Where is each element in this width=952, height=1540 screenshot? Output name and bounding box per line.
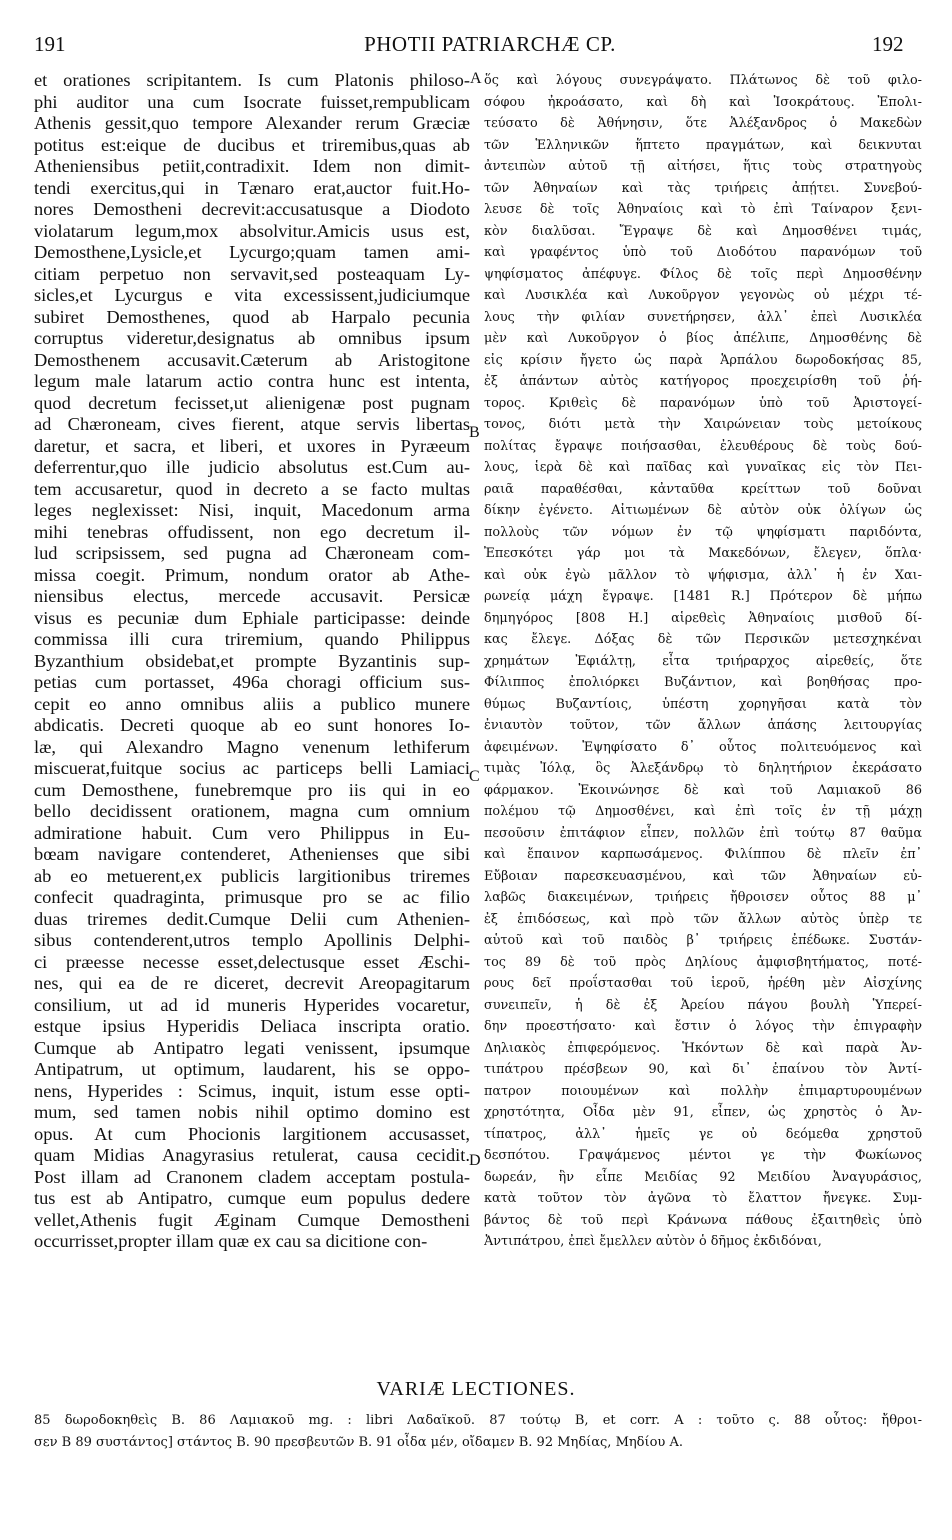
margin-marker-c: C (469, 768, 480, 785)
apparatus-title: VARIÆ LECTIONES. (376, 1378, 576, 1400)
greek-text-line: δεσπότου. Γραψάμενος μέντοι γε τὴν Φωκίωνος (484, 1148, 922, 1163)
greek-text-line: Εὔβοιαν παρεσκευασμένου, καὶ τῶν Ἀθηναίων εὐ- (484, 868, 922, 884)
greek-text-line: ἀντειπὼν αὐτοῦ τῇ αἰτήσει, ἥτις τοὺς στρατηγοὺς (484, 159, 922, 174)
latin-text-line: missa coegit. Primum, nondum orator ab Athe- (34, 564, 470, 585)
latin-text-line: Antipatrum, ut optimum, laudarent, his se oppo- (34, 1059, 470, 1079)
latin-text-line: nens, Hyperides : Scimus, inquit, istum esse opti- (34, 1080, 470, 1101)
latin-text-line: Post illam ad Cranonem cladem acceptam postula- (34, 1166, 470, 1187)
left-page-number: 191 (34, 32, 66, 56)
latin-text-line: quam Midias Anagyrasius retulerat, causa cecidit. (34, 1145, 470, 1165)
greek-text-line: θύμως Βυζαντίοις, ὑπέστη χορηγῆσαι κατὰ τὸν (484, 696, 922, 712)
greek-text-line: συνειπεῖν, ἡ δὲ ἐξ Ἀρείου πάγου βουλὴ Ὑπερεί- (484, 997, 922, 1013)
latin-text-line: vellet,Athenis fugit Æginam Cumque Demostheni (34, 1209, 470, 1230)
latin-text-line: consilium, ut ad id muneris Hyperides vocaretur, (34, 994, 470, 1015)
margin-marker-d: D (469, 1152, 481, 1169)
greek-text-line: ἐξ ἁπάντων αὐτὸς κατήγορος προεχειρίσθη τοῦ ῥή- (484, 374, 922, 389)
greek-text-line: τίπατρος, ἀλλ᾽ ἡμεῖς γε οὐ δεόμεθα χρηστοῦ (484, 1126, 922, 1142)
greek-text-line: ἐνιαυτὸν τοῦτον, τῶν ἄλλων ἁπάσης λειτουργίας (484, 718, 922, 733)
greek-text-line: τιπάτρου πρέσβεων 90, καὶ δι᾽ ἐπαίνου τὸν Ἀντί- (484, 1062, 922, 1077)
latin-text-line: opus. At cum Phocionis largitionem accusasset, (34, 1123, 470, 1144)
greek-text-line: χρηστότητα, Οἶδα μὲν 91, εἶπεν, ὡς χρηστὸς ὁ Ἀν- (484, 1105, 922, 1120)
greek-text-line: κὸν διαλῦσαι. Ἔγραψε δὲ καὶ Δημοσθένει τιμάς, (484, 223, 922, 239)
greek-text-line: λαβῶς διακειμένων, τριήρεις ἤθροισεν οὗτος 88 μ᾽ (484, 890, 922, 905)
latin-text-line: cum Demosthene, funebremque pro iis qui in eo (34, 779, 470, 800)
greek-text-line: ρωνείᾳ μάχη ἔγραψε. [1481 R.] Πρότερον δὲ μήπω (484, 589, 922, 604)
latin-text-line: occurrisset,propter illam quæ ex cau sa dicitione con- (34, 1231, 428, 1251)
margin-marker-a: A (470, 70, 482, 87)
apparatus-line: 85 δωροδοκηθεὶς B. 86 Λαμιακοῦ mg. : libri Λαδαϊκοῦ. 87 τούτῳ B, et corr. A : τοῦτο ς. 88 οὗτος: ἤθροι- (34, 1413, 922, 1428)
latin-text-line: tendi exercitus,qui in Tænaro erat,auctor fuit.Ho- (34, 177, 470, 198)
latin-text-line: cepit eo anno omnibus aliis a publico munere (34, 693, 470, 714)
latin-text-line: sicles,et Lycurgus e vita excessissent,judiciumque (34, 285, 470, 305)
latin-text-line: bello decidissent orationem, magna cum omnium (34, 801, 470, 821)
greek-text-line: βάντος δὲ τοῦ περὶ Κράνωνα πάθους ἐξαιτηθεὶς ὑπὸ (484, 1212, 922, 1228)
greek-text-line: λους τὴν φιλίαν συνετήρησεν, ἀλλ᾽ ἐπεὶ Λυσικλέα (484, 309, 922, 325)
greek-text-line: ὅς καὶ λόγους συνεγράψατο. Πλάτωνος δὲ τοῦ φιλο- (484, 73, 922, 88)
greek-text-line: κας ἔλεγε. Δόξας δὲ τῶν Περσικῶν μετεσχηκέναι (484, 632, 922, 647)
greek-column (484, 70, 922, 1253)
latin-text-line: corruptus videretur,designatus ab omnibus ipsum (34, 328, 470, 348)
greek-text-line: δημηγόρος [808 H.] αἱρεθεὶς Ἀθηναίοις μισθοῦ δί- (484, 610, 922, 626)
latin-text-line: commissa illi cura triremium, quando Philippus (34, 629, 470, 649)
latin-text-line: leges neglexisset: Nisi, inquit, Macedonum arma (34, 500, 470, 520)
latin-text-line: Byzanthium obsidebat,et prompte Byzantinis sup- (34, 650, 470, 671)
greek-text-line: κατὰ τοῦτον τὸν ἀγῶνα τὸ ἔλαττον ἤνεγκε. Συμ- (484, 1191, 922, 1206)
latin-text-line: citiam perpetuo non servavit,sed posteaquam Ly- (34, 263, 470, 284)
latin-text-line: visus es pecuniæ dum Ephiale participasse: deinde (34, 607, 470, 628)
latin-text-line: mum, sed tamen nobis nihil optimo domino est (34, 1102, 470, 1122)
latin-text-line: petias cum portasset, 496a choragi officium sus- (34, 672, 470, 692)
latin-text-line: sibus contenderent,utros templo Apollinis Delphi- (34, 930, 470, 950)
latin-text-line: daretur, et sacra, et liberi, et uxores in Pyræeum (34, 435, 470, 456)
latin-text-line: admiratione habuit. Cum vero Philippus in Eu- (34, 822, 470, 843)
greek-text-line: μὲν καὶ Λυκοῦργον ὁ βίος ἀπέλιπε, Δημοσθένης δὲ (484, 331, 922, 346)
greek-text-line: τεύσατο δὲ Ἀθήνησιν, ὅτε Ἀλέξανδρος ὁ Μακεδὼν (484, 116, 922, 131)
greek-text-line: τονος, διότι μετὰ τὴν Χαιρώνειαν τοὺς μετοίκους (484, 417, 922, 432)
latin-text-line: legum male latarum actio contra hunc est intenta, (34, 371, 470, 391)
margin-marker-b: B (469, 424, 480, 441)
latin-text-line: ad Chæroneam, cives fierent, atque servis libertas (34, 414, 470, 434)
running-title: PHOTII PATRIARCHÆ CP. (364, 32, 616, 56)
greek-text-line: τος 89 δὲ τοῦ πρὸς Δηλίους ἀμφισβητήματος, ποτέ- (484, 954, 922, 970)
latin-column (34, 70, 470, 1253)
greek-text-line: Ἀντιπάτρου, ἐπεὶ ἔμελλεν αὐτὸν ὁ δῆμος ἐκδιδόναι, (484, 1234, 822, 1249)
latin-text-line: et orationes scripitantem. Is cum Platonis philoso- (34, 70, 470, 90)
greek-text-line: Φίλιππος ἐπολιόρκει Βυζάντιον, καὶ βοηθήσας προ- (484, 675, 922, 690)
right-page-number: 192 (872, 32, 904, 56)
latin-text-line: tem accusaretur, quod in decreto a se facto multas (34, 478, 470, 499)
apparatus-line: σεν B 89 συστάντος] στάντος B. 90 πρεσβευτῶν B. 91 οἶδα μέν, οἴδαμεν B. 92 Μηδίας, Μηδίου A. (34, 1435, 683, 1450)
latin-text-line: Atheniensibus petiit,contradixit. Idem non dimit- (34, 156, 470, 176)
greek-text-line: πατρον ποιουμένων καὶ πολλὴν ἐπιμαρτυρουμένων (484, 1083, 922, 1099)
greek-text-line: τῶν Ἀθηναίων καὶ τὰς τριήρεις ἀπῄτει. Συνεβού- (484, 180, 922, 196)
greek-text-line: τιμὰς Ἰόλᾳ, ὃς Ἀλεξάνδρῳ τὸ δηλητήριον ἐκεράσατο (484, 761, 922, 776)
running-header (0, 30, 952, 62)
latin-text-line: tus est ab Antipatro, cumque eum populus dedere (34, 1188, 470, 1208)
latin-text-line: duas triremes dedit.Cumque Delii cum Athenien- (34, 908, 470, 929)
latin-text-line: potitus est:eique de ducibus et triremibus,quas ab (34, 134, 470, 155)
greek-text-line: λους, ἱερὰ δὲ καὶ παῖδας καὶ γυναῖκας εἰς τὸν Πει- (484, 460, 922, 475)
greek-text-line: πολέμου τῷ Δημοσθένει, καὶ ἐπὶ τοῖς ἐν τῇ μάχῃ (484, 804, 922, 819)
greek-text-line: δωρεάν, ἣν εἶπε Μειδίας 92 Μειδίου Ἀναγυράσιος, (484, 1169, 922, 1185)
greek-text-line: ἐξ ἐπιδόσεως, καὶ πρὸ τῶν ἄλλων αὐτὸς ὑπὲρ τε (484, 911, 922, 927)
latin-text-line: deferrentur,quo ille judicio absolutus est.Cum au- (34, 457, 470, 477)
greek-text-line: τορος. Κριθεὶς δὲ παρανόμων ὑπὸ τοῦ Ἀριστογεί- (484, 395, 922, 411)
greek-text-line: καὶ γραφέντος ὑπὸ τοῦ Διοδότου παρανόμων τοῦ (484, 245, 922, 260)
latin-text-line: Demosthenem accusavit.Cæterum ab Aristogitone (34, 349, 470, 370)
latin-text-line: abdicatis. Decreti quoque ab eo sunt honores Io- (34, 715, 470, 735)
greek-text-line: καὶ Λυσικλέα καὶ Λυκοῦργον γεγονὼς οὐ μέχρι τέ- (484, 288, 922, 303)
greek-text-line: καὶ ἔπαινον καρπωσάμενος. Φιλίππου δὲ πλεῖν ἐπ᾽ (484, 847, 922, 862)
latin-text-line: Athenis gessit,quo tempore Alexander rerum Græciæ (34, 113, 470, 133)
latin-text-line: lud scripsissem, sed pugna ad Chæroneam com- (34, 543, 470, 563)
greek-text-line: καὶ οὐκ ἐγὼ μᾶλλον τὸ ψήφισμα, ἀλλ᾽ ἡ ἐν Χαι- (484, 567, 922, 583)
latin-text-line: phi auditor una cum Isocrate fuisset,rempublicam (34, 91, 470, 112)
latin-text-line: violatarum legum,mox absolvitur.Amicis usus est, (34, 220, 470, 241)
greek-text-line: εἰς κρίσιν ἤγετο ὡς παρὰ Ἁρπάλου δωροδοκήσας 85, (484, 352, 922, 368)
latin-text-line: miscuerat,fuitque socius ac particeps belli Lamiaci (34, 758, 470, 778)
greek-text-line: χρημάτων Ἐφιάλτῃ, εἶτα τριήραρχος αἱρεθείς, ὅτε (484, 653, 922, 669)
latin-text-line: mihi tenebras offudissent, non ego decretum il- (34, 521, 470, 542)
greek-text-line: πολίτας ἔγραψε ποιήσασθαι, ἐλευθέρους δὲ τοὺς δού- (484, 438, 922, 454)
greek-text-line: δην προεστήσατο· καὶ ἔστιν ὁ λόγος τὴν ἐπιγραφὴν (484, 1019, 922, 1034)
greek-text-line: τῶν Ἑλληνικῶν ἥπτετο πραγμάτων, καὶ δεικνυται (484, 137, 922, 153)
greek-text-line: δίκην ἐγένετο. Αἰτιωμένων δὲ αὐτὸν οὐκ ὀλίγων ὡς (484, 503, 922, 518)
latin-text-line: læ, qui Alexandro Magno venenum lethiferum (34, 736, 470, 757)
apparatus-notes (34, 1410, 922, 1454)
latin-text-line: bœam navigare contenderet, Athenienses que sibi (34, 844, 470, 864)
latin-text-line: ci præesse necesse esset,delectusque esset Æschi- (34, 951, 470, 972)
latin-text-line: Cumque ab Antipatro legati venissent, ipsumque (34, 1037, 470, 1058)
latin-text-line: nores Demostheni decrevit:accusatusque a Diodoto (34, 199, 470, 219)
greek-text-line: Ἐπεσκότει γάρ μοι τὰ Μακεδόνων, ἔλεγεν, ὅπλα· (484, 546, 922, 561)
greek-text-line: ψηφίσματος ἀπέφυγε. Φίλος δὲ τοῖς περὶ Δημοσθένην (484, 266, 922, 282)
greek-text-line: πεσοῦσιν ἐπιτάφιον εἶπεν, πολλῶν ἐπὶ τούτῳ 87 θαῦμα (484, 825, 922, 841)
latin-text-line: estque ipsius Hyperidis Deliaca inscripta oratio. (34, 1016, 470, 1036)
greek-text-line: ραιᾶ παραθέσθαι, κἀνταῦθα κρείττων τοῦ δοῦναι (484, 481, 922, 497)
greek-text-line: αὑτοῦ καὶ τοῦ παιδὸς β᾽ τριήρεις ἐπέδωκε. Συστάν- (484, 933, 922, 948)
latin-text-line: Demosthene,Lysicle,et Lycurgo;quam tamen ami- (34, 242, 470, 262)
greek-text-line: σόφου ἠκροάσατο, καὶ δὴ καὶ Ἰσοκράτους. Ἐπολι- (484, 94, 922, 110)
greek-text-line: πολλοὺς τῶν νόμων ἐν τῷ ψηφίσματι παριδόντα, (484, 524, 922, 540)
latin-text-line: ab eo metuerent,ex publicis largitionibus triremes (34, 865, 470, 886)
latin-text-line: confecit quadraginta, primusque pro se ac filio (34, 887, 470, 907)
latin-text-line: quod decretum fecisset,ut alienigenæ post pugnam (34, 392, 470, 413)
latin-text-line: subiret Demosthenes, quod ab Harpalo pecunia (34, 306, 470, 327)
greek-text-line: φάρμακον. Ἐκοινώνησε δὲ καὶ τοῦ Λαμιακοῦ 86 (484, 782, 922, 798)
greek-text-line: λευσε δὲ τοῖς Ἀθηναίοις καὶ τὸ ἐπὶ Ταίναρον ξενι- (484, 202, 922, 217)
greek-text-line: ρους δεῖ προΐστασθαι τοῦ ἱεροῦ, ἡρέθη μὲν Αἰσχίνης (484, 976, 922, 991)
latin-text-line: niensibus electus, mercede accusavit. Persicæ (34, 586, 470, 606)
latin-text-line: nes, qui ea de re diceret, decrevit Areopagitarum (34, 973, 470, 993)
greek-text-line: ἀφειμένων. Ἐψηφίσατο δ᾽ οὗτος πολιτευόμενος καὶ (484, 739, 922, 755)
greek-text-line: Δηλιακὸς ἐπιφερόμενος. Ἡκόντων δὲ καὶ παρὰ Ἀν- (484, 1040, 922, 1056)
